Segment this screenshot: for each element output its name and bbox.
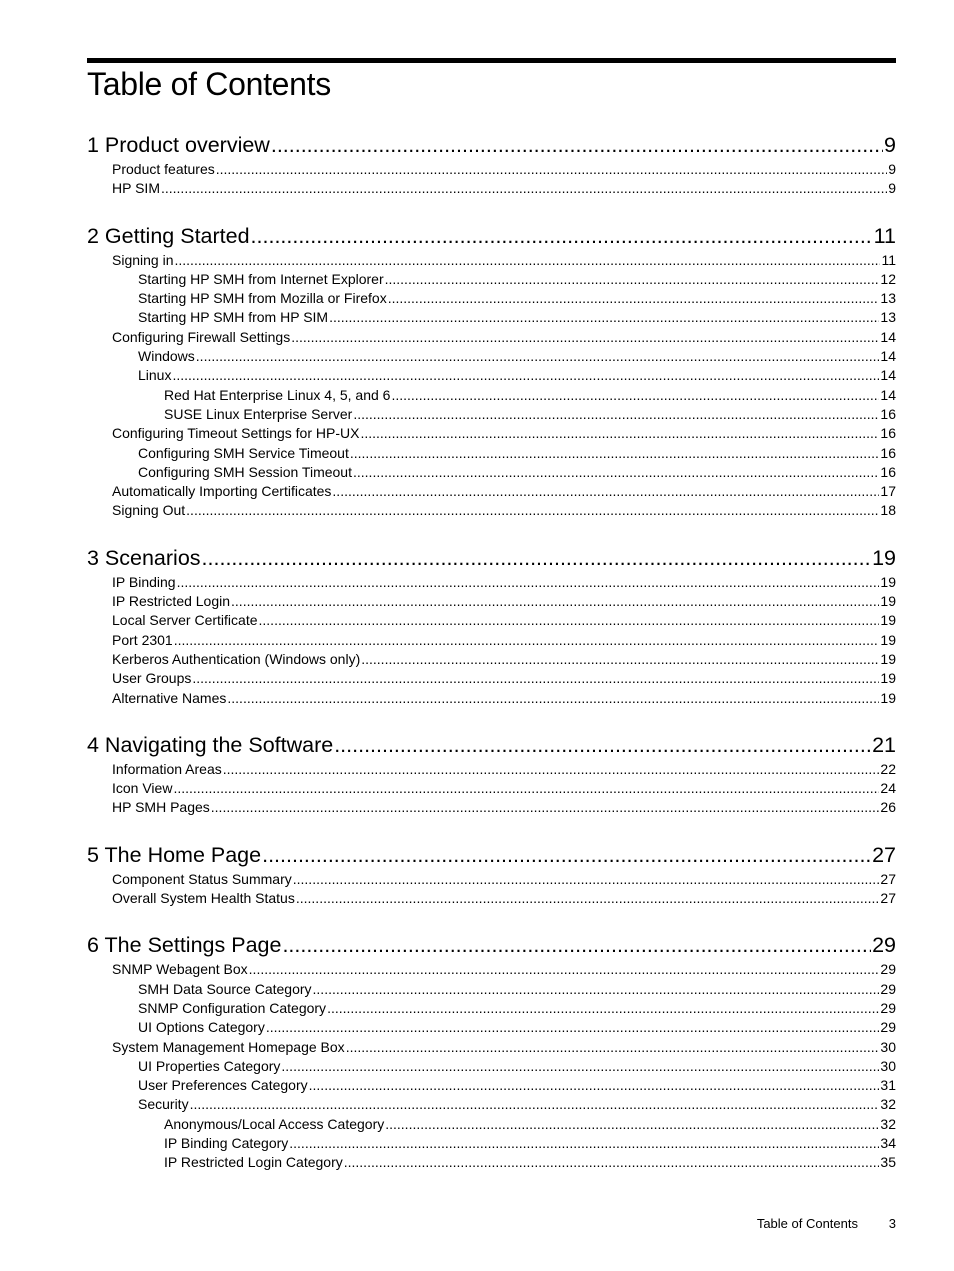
entry-title: UI Properties Category xyxy=(138,1057,281,1074)
dot-leader xyxy=(353,405,879,424)
dot-leader xyxy=(172,366,879,385)
entry-page-number: 11 xyxy=(881,251,896,268)
entry-page-number: 14 xyxy=(880,348,896,365)
toc-entry[interactable] xyxy=(87,482,896,501)
toc-section xyxy=(87,930,896,1172)
toc-entry[interactable] xyxy=(87,251,896,270)
entry-title: Port 2301 xyxy=(112,631,173,648)
entry-title: Automatically Importing Certificates xyxy=(112,483,332,500)
dot-leader xyxy=(259,611,880,630)
entry-page-number: 19 xyxy=(880,612,896,629)
toc-section xyxy=(87,130,896,199)
toc-entry[interactable] xyxy=(87,1134,896,1153)
entry-page-number: 16 xyxy=(880,405,896,422)
entry-page-number: 19 xyxy=(880,689,896,706)
dot-leader xyxy=(231,592,879,611)
entry-title: UI Options Category xyxy=(138,1019,265,1036)
entry-page-number: 19 xyxy=(880,670,896,687)
dot-leader xyxy=(293,870,880,889)
dot-leader xyxy=(309,1076,880,1095)
dot-leader xyxy=(271,130,883,160)
entry-title: HP SIM xyxy=(112,180,160,197)
chapter-title: 2 Getting Started xyxy=(87,223,250,248)
toc-entry[interactable] xyxy=(87,592,896,611)
entry-title: SMH Data Source Category xyxy=(138,980,312,997)
entry-title: Component Status Summary xyxy=(112,870,292,887)
footer-page-number: 3 xyxy=(888,1216,896,1231)
entry-title: Local Server Certificate xyxy=(112,612,258,629)
dot-leader xyxy=(249,960,880,979)
entry-title: Anonymous/Local Access Category xyxy=(164,1115,385,1132)
chapter-page-number: 29 xyxy=(872,933,896,958)
dot-leader xyxy=(329,308,879,327)
dot-leader xyxy=(291,328,879,347)
entry-title: Starting HP SMH from Internet Explorer xyxy=(138,270,384,287)
toc-entry[interactable] xyxy=(87,1115,896,1134)
toc-entry[interactable] xyxy=(87,366,896,385)
dot-leader xyxy=(385,1115,879,1134)
entry-page-number: 16 xyxy=(880,444,896,461)
entry-page-number: 14 xyxy=(880,386,896,403)
entry-page-number: 18 xyxy=(880,502,896,519)
chapter-page-number: 11 xyxy=(873,223,896,248)
entry-title: User Preferences Category xyxy=(138,1077,308,1094)
entry-page-number: 29 xyxy=(880,980,896,997)
dot-leader xyxy=(346,1038,880,1057)
entry-page-number: 32 xyxy=(880,1096,896,1113)
toc-entry[interactable] xyxy=(87,870,896,889)
entry-page-number: 31 xyxy=(880,1077,896,1094)
entry-page-number: 19 xyxy=(880,573,896,590)
toc-entry[interactable] xyxy=(87,1153,896,1172)
footer-label: Table of Contents xyxy=(756,1216,858,1231)
entry-page-number: 27 xyxy=(880,890,896,907)
toc-entry[interactable] xyxy=(87,1018,896,1037)
entry-page-number: 30 xyxy=(880,1038,896,1055)
dot-leader xyxy=(251,221,873,251)
toc-entry[interactable] xyxy=(87,573,896,592)
toc-chapter-entry[interactable] xyxy=(87,930,896,960)
dot-leader xyxy=(281,1057,879,1076)
toc-entry[interactable] xyxy=(87,650,896,669)
dot-leader xyxy=(361,650,879,669)
toc-section xyxy=(87,543,896,708)
entry-title: Kerberos Authentication (Windows only) xyxy=(112,650,361,667)
toc-entry[interactable] xyxy=(87,980,896,999)
dot-leader xyxy=(360,424,879,443)
dot-leader xyxy=(161,179,887,198)
entry-title: Windows xyxy=(138,348,195,365)
dot-leader xyxy=(350,444,880,463)
dot-leader xyxy=(332,482,879,501)
toc-entry[interactable] xyxy=(87,960,896,979)
dot-leader xyxy=(227,689,879,708)
entry-page-number: 26 xyxy=(880,799,896,816)
entry-page-number: 22 xyxy=(880,760,896,777)
entry-title: Overall System Health Status xyxy=(112,890,295,907)
entry-title: Icon View xyxy=(112,780,173,797)
entry-page-number: 14 xyxy=(880,367,896,384)
dot-leader xyxy=(282,930,871,960)
entry-title: Product features xyxy=(112,161,215,177)
entry-title: Starting HP SMH from Mozilla or Firefox xyxy=(138,290,387,307)
entry-title: IP Restricted Login xyxy=(112,593,231,610)
entry-title: SNMP Configuration Category xyxy=(138,999,327,1016)
toc-entry[interactable] xyxy=(87,889,896,908)
entry-title: Signing Out xyxy=(112,502,186,519)
toc-chapter-entry[interactable] xyxy=(87,840,896,870)
toc-entry[interactable] xyxy=(87,160,896,179)
entry-title: Starting HP SMH from HP SIM xyxy=(138,309,329,326)
toc-entry[interactable] xyxy=(87,689,896,708)
entry-title: HP SMH Pages xyxy=(112,799,210,816)
dot-leader xyxy=(211,798,880,817)
entry-page-number: 29 xyxy=(880,961,896,978)
entry-page-number: 34 xyxy=(880,1134,896,1151)
dot-leader xyxy=(175,251,881,270)
toc-entry[interactable] xyxy=(87,999,896,1018)
chapter-page-number: 9 xyxy=(884,133,896,157)
toc-chapter-entry[interactable] xyxy=(87,130,896,160)
toc-entry[interactable] xyxy=(87,179,896,198)
entry-title: Configuring Timeout Settings for HP-UX xyxy=(112,425,360,442)
entry-title: IP Binding Category xyxy=(164,1134,289,1151)
entry-page-number: 13 xyxy=(880,309,896,326)
chapter-title: 5 The Home Page xyxy=(87,842,262,867)
entry-title: Linux xyxy=(138,367,172,384)
entry-title: Red Hat Enterprise Linux 4, 5, and 6 xyxy=(164,386,391,403)
dot-leader xyxy=(190,1095,880,1114)
toc-entry[interactable] xyxy=(87,501,896,520)
toc-entry[interactable] xyxy=(87,779,896,798)
dot-leader xyxy=(327,999,879,1018)
entry-page-number: 29 xyxy=(880,1019,896,1036)
dot-leader xyxy=(202,543,872,573)
toc-entry[interactable] xyxy=(87,463,896,482)
entry-page-number: 14 xyxy=(880,328,896,345)
entry-page-number: 16 xyxy=(880,463,896,480)
dot-leader xyxy=(385,270,880,289)
entry-page-number: 24 xyxy=(880,780,896,797)
toc-entry[interactable] xyxy=(87,1095,896,1114)
toc-entry[interactable] xyxy=(87,289,896,308)
toc-entry[interactable] xyxy=(87,669,896,688)
toc-entry[interactable] xyxy=(87,270,896,289)
table-of-contents xyxy=(87,130,896,1195)
entry-page-number: 19 xyxy=(880,631,896,648)
entry-page-number: 16 xyxy=(880,425,896,442)
dot-leader xyxy=(174,631,880,650)
entry-page-number: 12 xyxy=(880,270,896,287)
dot-leader xyxy=(296,889,880,908)
entry-title: SNMP Webagent Box xyxy=(112,961,248,978)
entry-title: SUSE Linux Enterprise Server xyxy=(164,405,353,422)
toc-entry[interactable] xyxy=(87,760,896,779)
entry-title: Security xyxy=(138,1096,189,1113)
entry-title: Signing in xyxy=(112,251,174,268)
entry-page-number: 17 xyxy=(880,483,896,500)
entry-title: IP Restricted Login Category xyxy=(164,1154,343,1171)
entry-title: Configuring Firewall Settings xyxy=(112,328,291,345)
entry-title: System Management Homepage Box xyxy=(112,1038,345,1055)
page-title: Table of Contents xyxy=(87,66,331,102)
toc-entry[interactable] xyxy=(87,1076,896,1095)
entry-page-number: 29 xyxy=(880,999,896,1016)
dot-leader xyxy=(353,463,879,482)
entry-page-number: 13 xyxy=(880,290,896,307)
dot-leader xyxy=(289,1134,879,1153)
entry-title: Alternative Names xyxy=(112,689,227,706)
dot-leader xyxy=(173,779,879,798)
entry-page-number: 27 xyxy=(880,870,896,887)
toc-section xyxy=(87,730,896,818)
toc-chapter-entry[interactable] xyxy=(87,221,896,251)
dot-leader xyxy=(186,501,879,520)
toc-entry[interactable] xyxy=(87,631,896,650)
toc-chapter-entry[interactable] xyxy=(87,543,896,573)
entry-title: User Groups xyxy=(112,670,192,687)
entry-page-number: 19 xyxy=(880,593,896,610)
toc-entry[interactable] xyxy=(87,798,896,817)
toc-entry[interactable] xyxy=(87,328,896,347)
chapter-page-number: 21 xyxy=(872,732,896,757)
dot-leader xyxy=(334,730,871,760)
toc-entry[interactable] xyxy=(87,444,896,463)
toc-entry[interactable] xyxy=(87,1038,896,1057)
dot-leader xyxy=(344,1153,880,1172)
dot-leader xyxy=(391,386,879,405)
entry-title: Configuring SMH Service Timeout xyxy=(138,444,349,461)
toc-entry[interactable] xyxy=(87,308,896,327)
dot-leader xyxy=(223,760,880,779)
entry-page-number: 32 xyxy=(880,1115,896,1132)
dot-leader xyxy=(177,573,880,592)
entry-title: Configuring SMH Session Timeout xyxy=(138,463,352,480)
chapter-title: 6 The Settings Page xyxy=(87,933,282,958)
dot-leader xyxy=(266,1018,880,1037)
toc-section xyxy=(87,840,896,909)
entry-page-number: 9 xyxy=(888,161,896,177)
toc-entry[interactable] xyxy=(87,424,896,443)
dot-leader xyxy=(216,160,887,179)
chapter-title: 3 Scenarios xyxy=(87,545,201,570)
entry-title: IP Binding xyxy=(112,573,176,590)
entry-page-number: 19 xyxy=(880,650,896,667)
dot-leader xyxy=(262,840,871,870)
chapter-title: 4 Navigating the Software xyxy=(87,732,334,757)
dot-leader xyxy=(388,289,880,308)
entry-page-number: 9 xyxy=(888,180,896,197)
entry-page-number: 35 xyxy=(880,1154,896,1171)
toc-entry[interactable] xyxy=(87,1057,896,1076)
toc-chapter-entry[interactable] xyxy=(87,730,896,760)
dot-leader xyxy=(196,347,880,366)
toc-entry[interactable] xyxy=(87,386,896,405)
dot-leader xyxy=(313,980,880,999)
dot-leader xyxy=(192,669,879,688)
top-rule xyxy=(87,58,896,63)
chapter-title: 1 Product overview xyxy=(87,133,270,157)
entry-page-number: 30 xyxy=(880,1057,896,1074)
toc-entry[interactable] xyxy=(87,347,896,366)
chapter-page-number: 19 xyxy=(872,545,896,570)
toc-entry[interactable] xyxy=(87,405,896,424)
toc-entry[interactable] xyxy=(87,611,896,630)
toc-section xyxy=(87,221,896,521)
entry-title: Information Areas xyxy=(112,760,222,777)
chapter-page-number: 27 xyxy=(872,842,896,867)
